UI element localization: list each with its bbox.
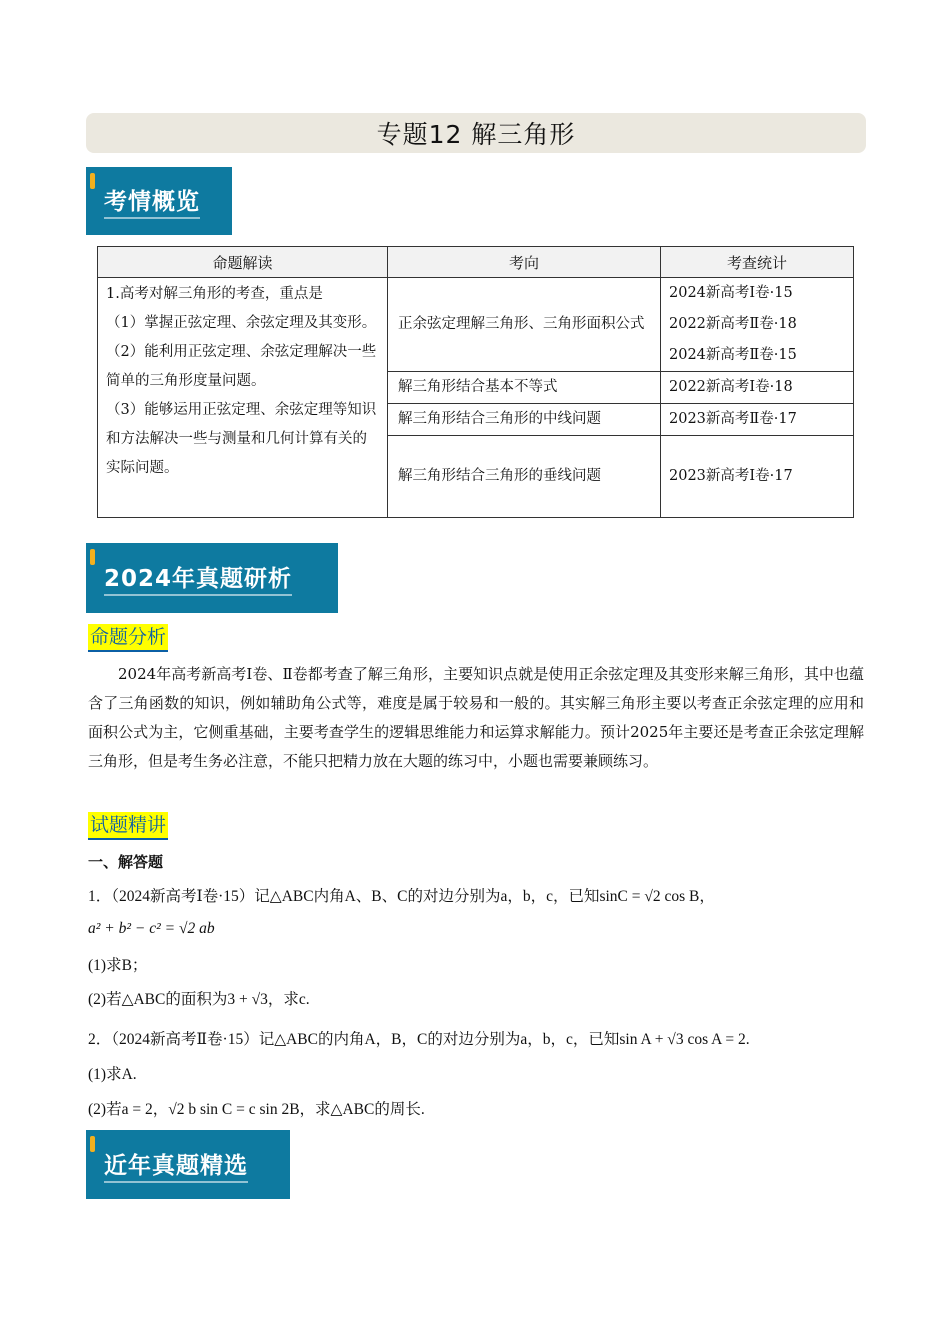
lecture-label: 试题精讲 — [88, 812, 168, 840]
interpretation-line: （3）能够运用正弦定理、余弦定理等知识和方法解决一些与测量和几何计算有关的实际问题。 — [106, 402, 377, 476]
page-title-bar — [86, 113, 866, 153]
question-2-stem: 2．（2024新高考Ⅱ卷·15）记△ABC的内角A，B，C的对边分别为a，b，c，已知sin A + √3 cos A = 2. — [88, 1031, 750, 1048]
stat-item: 2023新高考Ⅰ卷·17 — [669, 468, 793, 484]
stats-cell — [661, 436, 854, 518]
interpretation-line: （2）能利用正弦定理、余弦定理解决一些简单的三角形度量问题。 — [106, 344, 377, 389]
stats-cell — [661, 278, 854, 372]
interpretation-line: 1.高考对解三角形的考查，重点是 — [106, 286, 323, 302]
table-header-row — [98, 247, 854, 278]
table-header: 命题解读 — [98, 247, 388, 278]
analysis-paragraph: 2024年高考新高考Ⅰ卷、Ⅱ卷都考查了解三角形，主要知识点就是使用正余弦定理及其变形来解三角形，其中也蕴含了三角函数的知识，例如辅助角公式等，难度是属于较易和一般的。其实解三角形主要以考查正余弦定理的应用和面积公式为主，它侧重基础，主要考查学生的逻辑思维能力和运算求解能力。预计2025年主要还是考查正余弦定理解三角形，但是考生务必注意，不能只把精力放在大题的练习中，小题也需要兼顾练习。 — [88, 665, 864, 770]
badge-analysis-2024-label: 2024年真题研析 — [104, 560, 292, 596]
analysis-label: 命题分析 — [88, 624, 168, 652]
badge-notch — [90, 173, 95, 189]
stat-item: 2022新高考Ⅱ卷·18 — [669, 316, 797, 332]
stat-item: 2023新高考Ⅱ卷·17 — [669, 411, 797, 427]
table-header: 考向 — [388, 247, 661, 278]
overview-table — [97, 246, 854, 518]
direction-cell: 正余弦定理解三角形、三角形面积公式 — [388, 278, 661, 372]
question-2-part-2: (2)若a = 2，√2 b sin C = c sin 2B，求△ABC的周长. — [88, 1101, 425, 1118]
stats-cell — [661, 372, 854, 404]
badge-analysis-2024 — [86, 543, 338, 613]
interpretation-line: （1）掌握正弦定理、余弦定理及其变形。 — [106, 315, 377, 331]
stat-item: 2022新高考Ⅰ卷·18 — [669, 379, 793, 395]
interpretation-cell — [98, 278, 388, 518]
question-1-stem: 1．（2024新高考Ⅰ卷·15）记△ABC内角A、B、C的对边分别为a，b，c，已知sinC = √2 cos B， — [88, 888, 715, 905]
question-1-part-1: (1)求B； — [88, 957, 148, 974]
badge-recent-label: 近年真题精选 — [104, 1147, 248, 1183]
stat-item: 2024新高考Ⅱ卷·15 — [669, 347, 797, 363]
question-1-part-2: (2)若△ABC的面积为3 + √3，求c. — [88, 991, 310, 1008]
page-title: 专题12 解三角形 — [376, 120, 576, 149]
question-1-condition: a² + b² − c² = √2 ab — [88, 920, 215, 937]
badge-overview — [86, 167, 232, 235]
direction-cell: 解三角形结合三角形的垂线问题 — [388, 436, 661, 518]
direction-cell: 解三角形结合基本不等式 — [388, 372, 661, 404]
stats-cell — [661, 404, 854, 436]
table-row — [98, 278, 854, 372]
question-2-part-1: (1)求A. — [88, 1066, 137, 1083]
direction-cell: 解三角形结合三角形的中线问题 — [388, 404, 661, 436]
badge-notch — [90, 1136, 95, 1152]
badge-notch — [90, 549, 95, 565]
badge-overview-label: 考情概览 — [104, 183, 200, 219]
badge-recent — [86, 1130, 290, 1199]
table-header: 考查统计 — [661, 247, 854, 278]
section-heading: 一、解答题 — [88, 853, 164, 871]
stat-item: 2024新高考Ⅰ卷·15 — [669, 285, 793, 301]
